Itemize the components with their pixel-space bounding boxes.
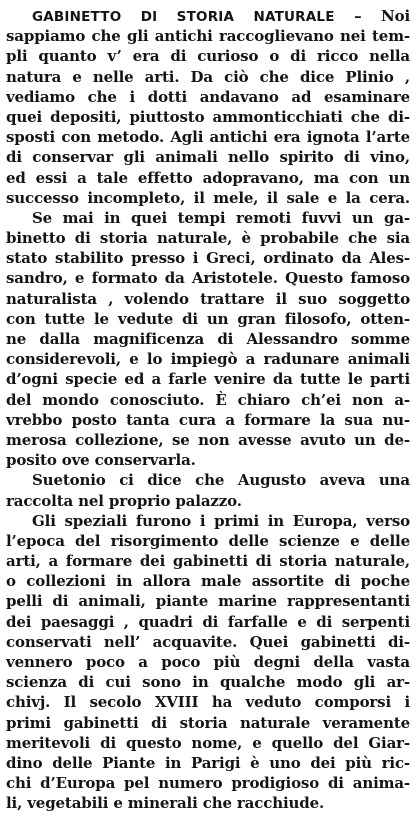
text-line: di conservar gli animali nello spirito di vino,: [6, 148, 410, 167]
text-line: primi gabinetti di storia naturale veramente: [6, 713, 410, 732]
text-line: quei depositi, piuttosto ammonticchiati che di-: [6, 107, 410, 126]
text-line: l’epoca del risorgimento delle scienze e delle: [6, 531, 410, 550]
text-line: ed essi a tale effetto adopravano, ma con un: [6, 168, 410, 187]
text-line: raccolta nel proprio palazzo.: [6, 491, 242, 510]
text-line: stato stabilito presso i Greci, ordinato da Ales-: [6, 249, 410, 268]
text-line: vrebbo posto tanta cura a formare la sua nu-: [6, 410, 410, 429]
text-line: sappiamo che gli antichi raccoglievano nei tem-: [6, 27, 410, 46]
text-line: natura e nelle arti. Da ciò che dice Plinio ,: [6, 67, 410, 86]
text-line: naturalista , volendo trattare il suo soggetto: [6, 289, 410, 308]
text-line: ne dalla magnificenza di Alessandro somme: [6, 330, 410, 348]
text-line: con tutte le vedute di un gran filosofo, otten-: [6, 309, 410, 328]
first-line-text: – Noi: [334, 7, 410, 25]
text-line: chivj. Il secolo XVIII ha veduto comporsi i: [6, 693, 410, 712]
text-line: vennero poco a poco più degni della vasta: [6, 653, 410, 671]
paragraph-start-line: Se mai in quei tempi remoti fuvvi un ga-: [32, 208, 410, 227]
text-line: considerevoli, e lo impiegò a radunare animali: [6, 350, 410, 369]
text-line: conservati nell’ acquavite. Quei gabinetti di-: [6, 632, 410, 651]
text-line: chi d’Europa pel numero prodigioso di anima-: [6, 774, 410, 793]
text-line: arti, a formare dei gabinetti di storia naturale,: [6, 552, 410, 571]
text-line: o collezioni in allora male assortite di poche: [6, 572, 410, 591]
text-line: scienza di cui sono in qualche modo gli ar-: [6, 673, 410, 692]
text-line: binetto di storia naturale, è probabile che sia: [6, 229, 410, 248]
text-line: dino delle Piante in Parigi è uno dei più ric-: [6, 753, 410, 772]
text-line: successo incompleto, il mele, il sale e la cera.: [6, 188, 410, 207]
text-line: pelli di animali, piante marine rappresentanti: [6, 592, 410, 611]
text-line: merosa collezione, se non avesse avuto un de-: [6, 430, 410, 449]
paragraph-start-line: Suetonio ci dice che Augusto aveva una: [32, 471, 410, 490]
text-line: d’ogni specie ed a farle venire da tutte le parti: [6, 370, 410, 389]
paragraph-start-line: Gli speziali furono i primi in Europa, verso: [32, 511, 410, 530]
text-line: sandro, e formato da Aristotele. Questo famoso: [6, 269, 410, 288]
first-line: [6, 6, 410, 26]
article-page: [6, 6, 410, 818]
text-line: sposti con metodo. Agli antichi era ignota l’arte: [6, 128, 410, 147]
text-line: li, vegetabili e minerali che racchiude.: [6, 794, 325, 813]
text-line: meritevoli di questo nome, e quello del Giar-: [6, 733, 410, 752]
text-line: del mondo conosciuto. È chiaro ch’ei non a-: [6, 390, 410, 409]
text-line: posito ove conservarla.: [6, 451, 196, 470]
article-title: GABINETTO DI STORIA NATURALE: [32, 9, 335, 25]
text-line: vediamo che i dotti andavano ad esaminare: [6, 87, 410, 106]
text-line: pli quanto v’ era di curioso o di ricco nella: [6, 47, 410, 66]
text-line: dei paesaggi , quadri di farfalle e di serpenti: [6, 612, 410, 631]
